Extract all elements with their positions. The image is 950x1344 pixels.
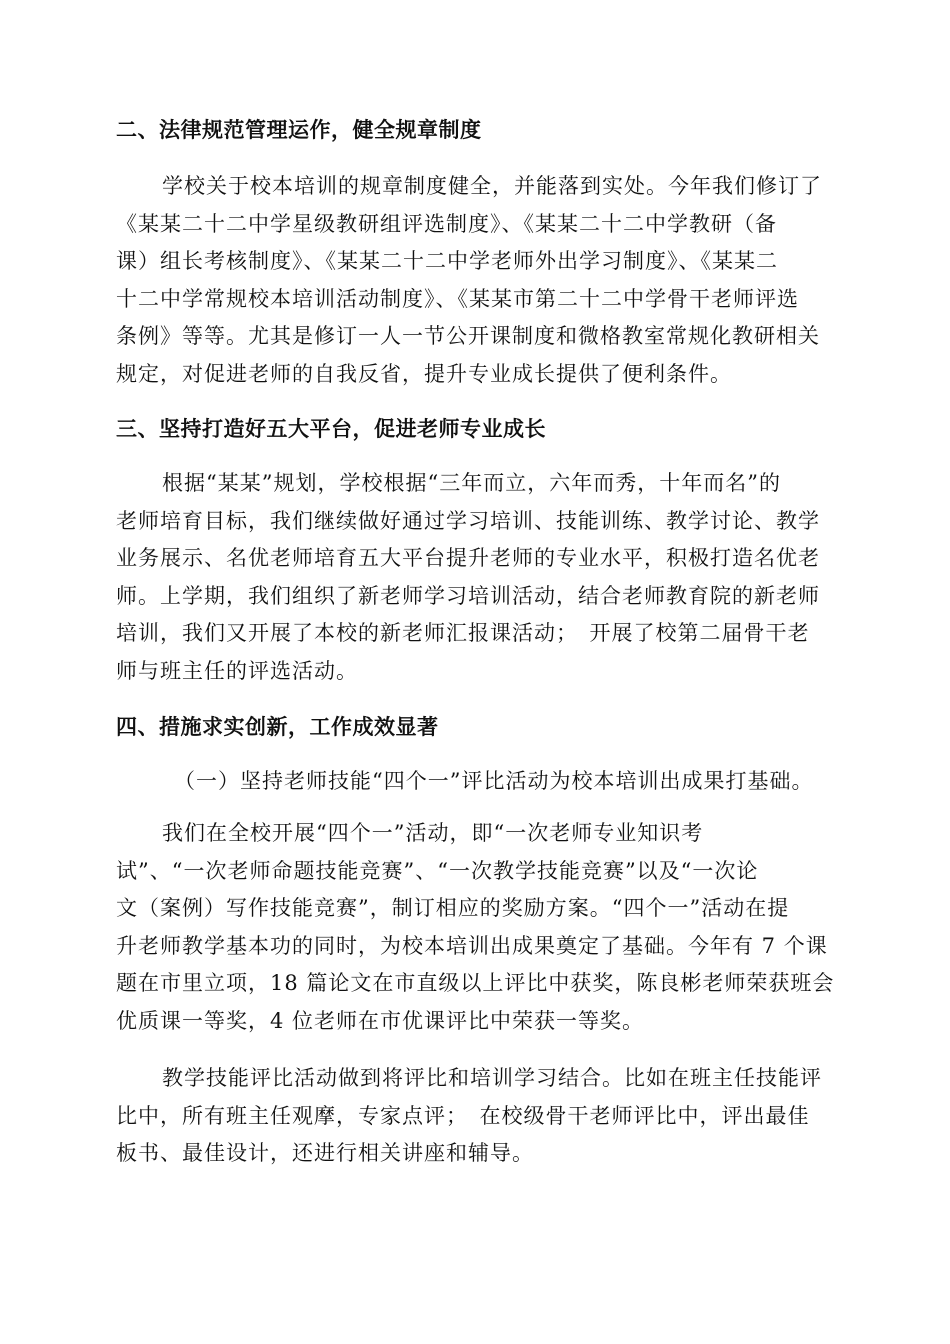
paragraph-line: 《某某二十二中学星级教研组评选制度》、《某某二十二中学教研（备 <box>116 211 777 236</box>
paragraph-line: 板书、最佳设计，还进行相关讲座和辅导。 <box>116 1141 534 1165</box>
paragraph-line: 试”、“一次老师命题技能竞赛”、“一次教学技能竞赛”以及“一次论 <box>116 858 759 883</box>
paragraph <box>116 1060 836 1173</box>
paragraph-line: 文（案例）写作技能竞赛”，制订相应的奖励方案。“四个一”活动在提 <box>116 896 790 920</box>
paragraph-line: 培训，我们又开展了本校的新老师汇报课活动； 开展了校第二届骨干老 <box>116 621 810 645</box>
paragraph-line: 老师培育目标，我们继续做好通过学习培训、技能训练、教学讨论、教学 <box>116 508 820 533</box>
paragraph-line: 比中，所有班主任观摩，专家点评； 在校级骨干老师评比中，评出最佳 <box>116 1103 810 1128</box>
paragraph <box>116 815 836 1040</box>
paragraph-line: 条例》等等。尤其是修订一人一节公开课制度和微格教室常规化教研相关 <box>116 324 820 348</box>
paragraph <box>116 465 836 690</box>
paragraph-line: 规定，对促进老师的自我反省，提升专业成长提供了便利条件。 <box>116 361 732 386</box>
paragraph-line: 学校关于校本培训的规章制度健全，并能落到实处。今年我们修订了 <box>162 174 822 198</box>
paragraph-line: 优质课一等奖，4 位老师在市优课评比中荣获一等奖。 <box>116 1008 645 1033</box>
section-heading: 三、坚持打造好五大平台，促进老师专业成长 <box>116 417 546 441</box>
paragraph-line: 课）组长考核制度》、《某某二十二中学老师外出学习制度》、《某某二 <box>116 249 778 273</box>
paragraph-line: 根据“某某”规划，学校根据“三年而立，六年而秀，十年而名”的 <box>162 471 781 495</box>
paragraph <box>116 168 836 393</box>
section-heading: 四、措施求实创新，工作成效显著 <box>116 715 439 739</box>
section-heading: 二、法律规范管理运作，健全规章制度 <box>116 118 482 142</box>
paragraph-line: （一）坚持老师技能“四个一”评比活动为校本培训出成果打基础。 <box>174 769 814 793</box>
paragraph-line: 业务展示、名优老师培育五大平台提升老师的专业水平，积极打造名优老 <box>116 546 820 570</box>
paragraph-line: 师。上学期，我们组织了新老师学习培训活动，结合老师教育院的新老师 <box>116 583 820 608</box>
paragraph-line: 题在市里立项，18 篇论文在市直级以上评比中获奖，陈良彬老师荣获班会 <box>116 971 835 995</box>
paragraph-line: 十二中学常规校本培训活动制度》、《某某市第二十二中学骨干老师评选 <box>116 286 799 311</box>
paragraph-line: 我们在全校开展“四个一”活动，即“一次老师专业知识考 <box>162 821 704 845</box>
paragraph-line: 升老师教学基本功的同时，为校本培训出成果奠定了基础。今年有 7 个课 <box>116 933 828 958</box>
paragraph-line: 师与班主任的评选活动。 <box>116 658 358 683</box>
paragraph-line: 教学技能评比活动做到将评比和培训学习结合。比如在班主任技能评 <box>162 1066 822 1090</box>
subheading-paragraph <box>116 763 836 801</box>
